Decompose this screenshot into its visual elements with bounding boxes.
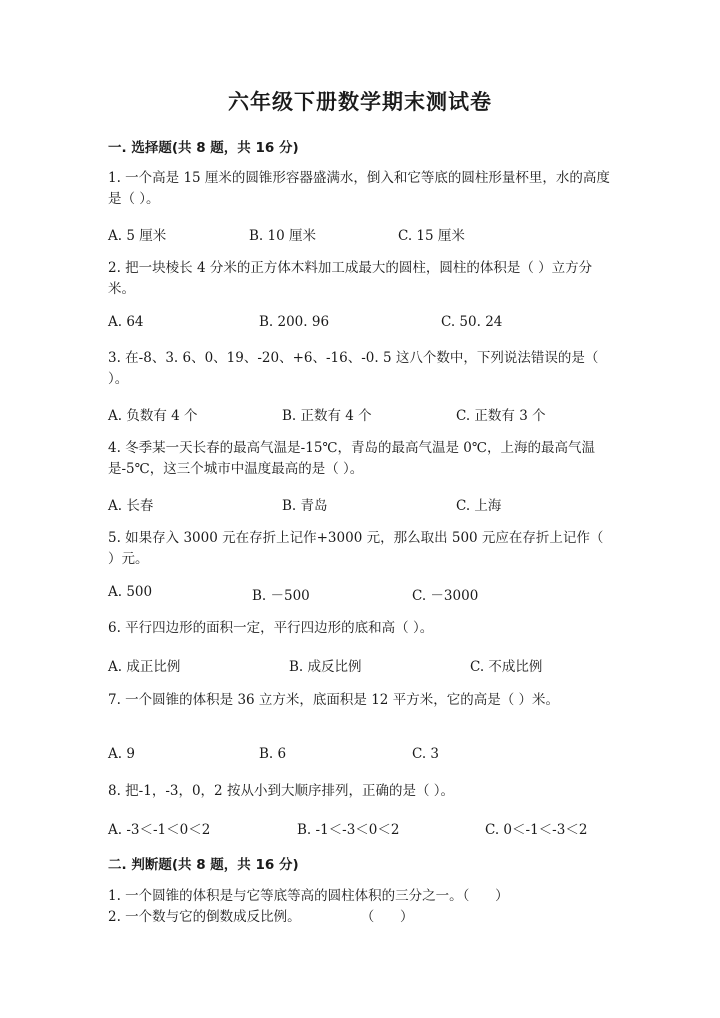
question-7-option-b: B. 6	[259, 746, 287, 762]
question-4: 4. 冬季某一天长春的最高气温是-15℃，青岛的最高气温是 0℃，上海的最高气温是-5℃，这三个城市中温度最高的是（ ）。	[108, 440, 595, 477]
question-6-option-b: B. 成反比例	[289, 659, 362, 675]
question-4-option-a: A. 长春	[108, 498, 154, 514]
question-2-option-c: C. 50. 24	[441, 314, 503, 330]
question-3-option-c: C. 正数有 3 个	[456, 408, 546, 424]
question-4-option-b: B. 青岛	[282, 498, 328, 514]
question-8-option-b: B. -1＜-3＜0＜2	[297, 822, 400, 838]
question-1: 1. 一个高是 15 厘米的圆锥形容器盛满水，倒入和它等底的圆柱形量杯里，水的高度是（ ）。	[108, 170, 610, 207]
question-7-option-c: C. 3	[412, 746, 440, 762]
section-heading-judgment: 二. 判断题(共 8 题，共 16 分)	[108, 857, 299, 873]
judgment-item-2: 2. 一个数与它的倒数成反比例。 （ ）	[108, 909, 414, 925]
question-8: 8. 把-1，-3，0，2 按从小到大顺序排列，正确的是（ ）。	[108, 783, 454, 799]
question-8-option-a: A. -3＜-1＜0＜2	[108, 822, 211, 838]
question-5: 5. 如果存入 3000 元在存折上记作+3000 元，那么取出 500 元应在存折上记作（ ）元。	[108, 530, 604, 567]
question-5-option-b: B. －500	[252, 588, 310, 604]
question-2: 2. 把一块棱长 4 分米的正方体木料加工成最大的圆柱，圆柱的体积是（ ）立方分米。	[108, 260, 593, 297]
judgment-item-1: 1. 一个圆锥的体积是与它等底等高的圆柱体积的三分之一。（ ）	[108, 888, 509, 904]
question-2-option-a: A. 64	[108, 314, 144, 330]
section-heading-choice: 一. 选择题(共 8 题，共 16 分)	[108, 140, 299, 156]
question-5-option-c: C. －3000	[412, 588, 479, 604]
question-7: 7. 一个圆锥的体积是 36 立方米，底面积是 12 平方米，它的高是（ ）米。	[108, 692, 559, 708]
question-4-option-c: C. 上海	[456, 498, 502, 514]
question-7-option-a: A. 9	[108, 746, 135, 762]
question-5-option-a: A. 500	[108, 584, 153, 600]
question-2-option-b: B. 200. 96	[259, 314, 330, 330]
question-1-option-c: C. 15 厘米	[398, 228, 465, 244]
question-6-option-c: C. 不成比例	[470, 659, 543, 675]
question-6: 6. 平行四边形的面积一定，平行四边形的底和高（ ）。	[108, 620, 434, 636]
question-3-option-a: A. 负数有 4 个	[108, 408, 198, 424]
question-1-option-b: B. 10 厘米	[249, 228, 316, 244]
question-8-option-c: C. 0＜-1＜-3＜2	[485, 822, 588, 838]
question-1-option-a: A. 5 厘米	[108, 228, 167, 244]
question-3-option-b: B. 正数有 4 个	[282, 408, 372, 424]
page-title: 六年级下册数学期末测试卷	[228, 90, 492, 114]
question-6-option-a: A. 成正比例	[108, 659, 181, 675]
question-3: 3. 在-8、3. 6、0、19、-20、+6、-16、-0. 5 这八个数中，下列说法错误的是（ ）。	[108, 350, 599, 387]
